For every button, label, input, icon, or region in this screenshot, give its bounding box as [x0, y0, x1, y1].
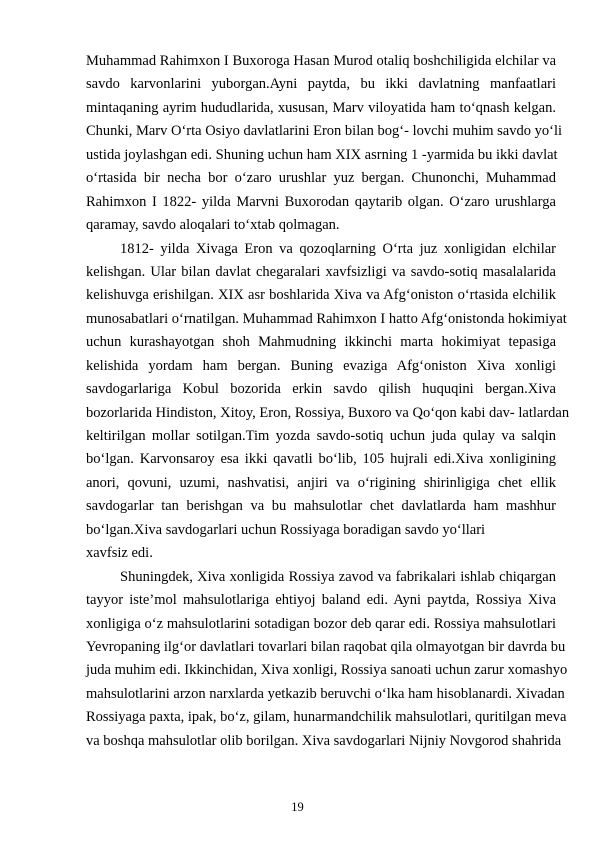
text-line: xavfsiz edi.	[86, 545, 153, 562]
text-line: mintaqaning ayrim hududlarida, xususan, Marv viloyatida ham to‘qnash kelgan.	[86, 99, 556, 116]
text-line: qaramay, savdo aloqalari to‘xtab qolmagan.	[86, 217, 340, 234]
text-line: keltirilgan mollar sotilgan.Tim yozda savdo-sotiq uchun juda qulay va salqin	[86, 428, 556, 444]
text-line: kelishuvga erishilgan. XIX asr boshlarida Xiva va Afg‘oniston o‘rtasida elchilik	[86, 287, 556, 304]
text-line: anori, qovuni, uzumi, nashvatisi, anjiri va o‘rigining shirinligiga chet ellik	[86, 474, 556, 491]
text-line: Yevropaning ilg‘or davlatlari tovarlari bilan raqobat qila olmayotgan bir davrda bu	[86, 638, 566, 655]
text-line: juda muhim edi. Ikkinchidan, Xiva xonligi, Rossiya sanoati uchun zarur xomashyo	[86, 662, 568, 679]
text-line: bozorlarida Hindiston, Xitoy, Eron, Rossiya, Buxoro va Qo‘qon kabi dav- latlardan	[86, 404, 570, 421]
text-line: xonligiga o‘z mahsulotlarini sotadigan bozor deb qarar edi. Rossiya mahsulotlari	[86, 615, 556, 632]
text-line: Muhammad Rahimxon I Buxoroga Hasan Murod otaliq boshchiligida elchilar va	[86, 53, 556, 69]
text-line: bo‘lgan.Xiva savdogarlari uchun Rossiyaga boradigan savdo yo‘llari	[86, 521, 486, 538]
text-line: munosabatlari o‘rnatilgan. Muhammad Rahimxon I hatto Afg‘onistonda hokimiyat	[86, 310, 567, 327]
text-line: ustida joylashgan edi. Shuning uchun ham XIX asrning 1 -yarmida bu ikki davlat	[86, 146, 558, 163]
body-text	[86, 50, 570, 753]
text-line: savdo karvonlarini yuborgan.Ayni paytda, bu ikki davlatning manfaatlari	[86, 76, 556, 93]
text-line: Shuningdek, Xiva xonligida Rossiya zavod va fabrikalari ishlab chiqargan	[120, 568, 556, 585]
text-line: mahsulotlarini arzon narxlarda yetkazib beruvchi o‘lka ham hisoblanardi. Xivadan	[86, 685, 565, 702]
text-line: kelishida yordam ham bergan. Buning evaziga Afg‘oniston Xiva xonligi	[86, 357, 556, 374]
text-line: o‘rtasida bir necha bor o‘zaro urushlar yuz bergan. Chunonchi, Muhammad	[86, 170, 556, 187]
text-line: Chunki, Marv O‘rta Osiyo davlatlarini Eron bilan bog‘- lovchi muhim savdo yo‘li	[86, 123, 563, 140]
text-line: va boshqa mahsulotlar olib borilgan. Xiva savdogarlari Nijniy Novgorod shahrida	[86, 732, 562, 749]
text-line: kelishgan. Ular bilan davlat chegaralari xavfsizligi va savdo-sotiq masalalarida	[86, 263, 556, 280]
text-line: Rahimxon I 1822- yilda Marvni Buxorodan qaytarib olgan. O‘zaro urushlarga	[86, 193, 556, 210]
text-line: Rossiyaga paxta, ipak, bo‘z, gilam, hunarmandchilik mahsulotlari, quritilgan meva	[86, 709, 567, 726]
text-line: uchun kurashayotgan shoh Mahmudning ikkinchi marta hokimiyat tepasiga	[86, 334, 556, 351]
text-line: bo‘lgan. Karvonsaroy esa ikki qavatli bo‘lib, 105 hujrali edi.Xiva xonligining	[86, 451, 556, 468]
text-line: savdogarlariga Kobul bozorida erkin savdo qilish huquqini bergan.Xiva	[86, 381, 556, 398]
text-line: tayyor iste’mol mahsulotlariga ehtiyoj baland edi. Ayni paytda, Rossiya Xiva	[86, 592, 556, 609]
text-line: 1812- yilda Xivaga Eron va qozoqlarning O‘rta juz xonligidan elchilar	[120, 240, 556, 257]
text-line: savdogarlar tan berishgan va bu mahsulotlar chet davlatlarda ham mashhur	[86, 498, 556, 515]
page-number: 19	[291, 800, 304, 814]
